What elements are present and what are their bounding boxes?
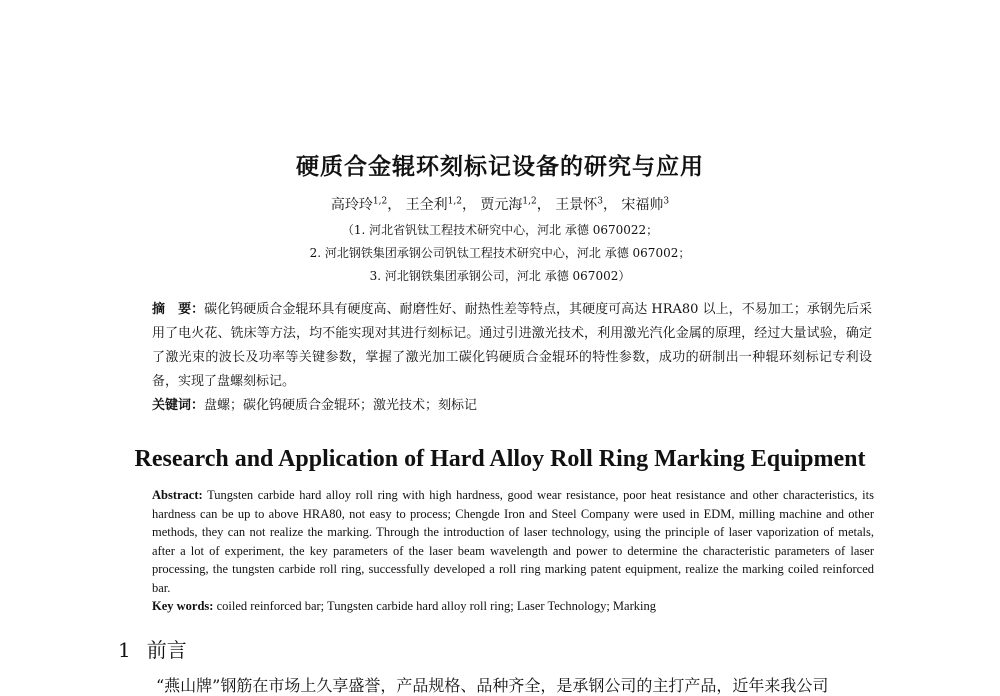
author-list bbox=[0, 194, 1000, 214]
affiliation-3: 3. 河北钢铁集团承钢公司，河北 承德 067002） bbox=[369, 269, 631, 283]
abstract-label: 摘 要： bbox=[152, 302, 205, 317]
section-number: 1 bbox=[118, 638, 131, 662]
author: 高玲玲$^{1,2}$， bbox=[330, 196, 402, 213]
en-keywords bbox=[152, 597, 874, 616]
english-abstract bbox=[152, 486, 874, 616]
en-keywords-label: Key words: bbox=[152, 599, 214, 613]
en-abstract-label: Abstract: bbox=[152, 488, 203, 502]
affiliation-2: 2. 河北钢铁集团承钢公司钒钛工程技术研究中心，河北 承德 067002； bbox=[309, 246, 691, 260]
english-title: Research and Application of Hard Alloy Roll Ring Marking Equipment bbox=[134, 446, 866, 472]
author: 贾元海$^{1,2}$， bbox=[480, 196, 551, 213]
keywords-label: 关键词： bbox=[152, 398, 205, 413]
author: 王全利$^{1,2}$， bbox=[405, 196, 476, 213]
en-abstract-text: Tungsten carbide hard alloy roll ring with high hardness, good wear resistance, poor heat resistance and other characteristics, its hardness can be up to above HRA80, not easy to process; Chengde Iron and Steel Company were used in EDM, milling machine and other methods, they can not realize the marking. Through the introduction of laser technology, using the principle of laser vaporization of metals, after a lot of experiment, the key parameters of the laser beam wavelength and power to determine the characteristic parameters of laser processing, the tungsten carbide roll ring, successfully developed a roll ring marking patent equipment, realize the marking coiled reinforced bar. bbox=[152, 488, 874, 595]
keywords bbox=[152, 394, 872, 418]
chinese-title: 硬质合金辊环刻标记设备的研究与应用 bbox=[296, 154, 704, 180]
affiliation-1: （1. 河北省钒钛工程技术研究中心，河北 承德 0670022； bbox=[341, 223, 659, 237]
author: 宋福帅$^3$ bbox=[621, 196, 670, 213]
section-heading bbox=[118, 634, 203, 663]
chinese-abstract bbox=[152, 298, 872, 418]
intro-paragraph: “燕山牌”钢筋在市场上久享盛誉，产品规格、品种齐全，是承钢公司的主打产品，近年来我公司 bbox=[156, 676, 829, 695]
section-title: 前言 bbox=[146, 638, 187, 662]
en-keywords-text: coiled reinforced bar; Tungsten carbide hard alloy roll ring; Laser Technology; Marking bbox=[216, 599, 656, 613]
author: 王景怀$^3$， bbox=[555, 196, 617, 213]
keywords-text: 盘螺；碳化钨硬质合金辊环；激光技术；刻标记 bbox=[204, 398, 478, 413]
abstract-text: 碳化钨硬质合金辊环具有硬度高、耐磨性好、耐热性差等特点，其硬度可高达 HRA80 以上，不易加工；承钢先后采用了电火花、铣床等方法，均不能实现对其进行刻标记。通过引进激光技术，利用激光汽化金属的原理，经过大量试验，确定了激光束的波长及功率等关键参数，掌握了激光加工碳化钨硬质合金辊环的特性参数，成功的研制出一种辊环刻标记专利设备，实现了盘螺刻标记。 bbox=[152, 302, 872, 389]
